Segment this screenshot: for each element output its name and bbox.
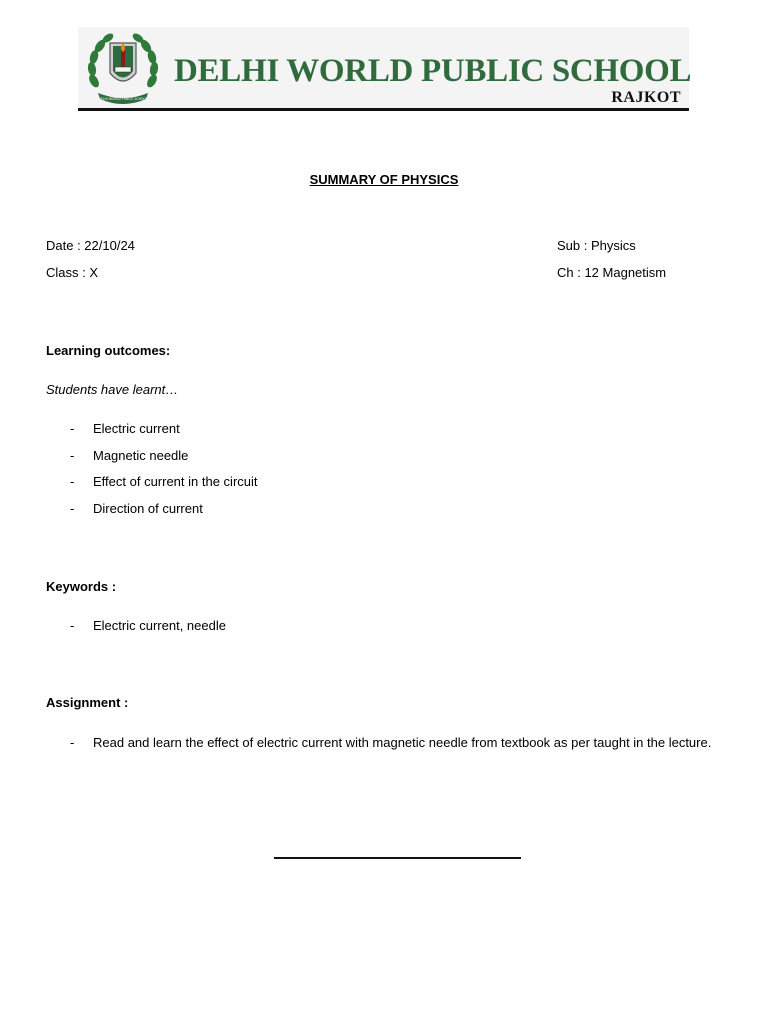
school-city: RAJKOT xyxy=(611,89,681,106)
list-item: - Direction of current xyxy=(46,496,258,523)
school-header xyxy=(78,27,692,109)
list-item: - Effect of current in the circuit xyxy=(46,469,258,496)
bullet-dash: - xyxy=(70,501,75,517)
chapter-field: Ch : 12 Magnetism xyxy=(557,265,667,280)
learning-outcomes-heading: Learning outcomes: xyxy=(46,343,171,358)
bullet-dash: - xyxy=(70,735,75,750)
list-item: - Electric current, needle xyxy=(46,613,226,640)
list-item: - Magnetic needle xyxy=(46,443,258,470)
date-field: Date : 22/10/24 xyxy=(46,238,135,253)
school-crest-icon xyxy=(84,29,162,107)
learning-outcomes-intro: Students have learnt… xyxy=(46,382,179,397)
bullet-dash: - xyxy=(70,421,75,436)
list-item: - Electric current xyxy=(46,416,258,443)
keywords-list xyxy=(46,613,226,640)
assignment-item xyxy=(46,730,716,757)
school-name: DELHI WORLD PUBLIC SCHOOL xyxy=(174,53,692,89)
crest-motto: DELHI WORLD PUBLIC SCHOOL xyxy=(98,97,148,101)
header-rule xyxy=(78,108,689,111)
bullet-dash: - xyxy=(70,447,75,463)
end-rule xyxy=(274,857,521,859)
assignment-heading: Assignment : xyxy=(46,695,129,710)
page-title: SUMMARY OF PHYSICS xyxy=(309,172,459,187)
assignment-text: Read and learn the effect of electric current with magnetic needle from textbook as per taught in the lecture. xyxy=(93,735,712,750)
subject-field: Sub : Physics xyxy=(557,238,636,253)
bullet-dash: - xyxy=(70,474,75,490)
keywords-heading: Keywords : xyxy=(46,579,117,594)
class-field: Class : X xyxy=(46,265,99,280)
bullet-dash: - xyxy=(70,618,75,633)
learning-outcomes-list xyxy=(46,416,258,523)
